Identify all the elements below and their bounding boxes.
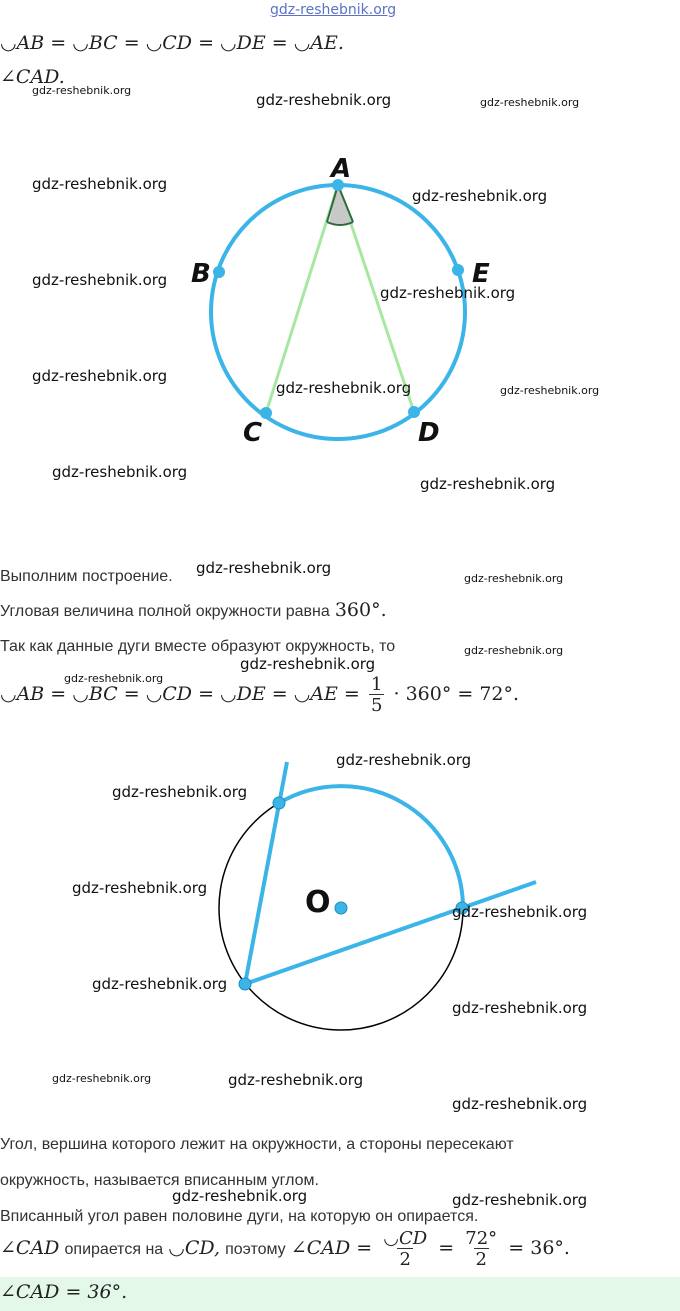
watermark: gdz-reshebnik.org bbox=[64, 672, 164, 685]
label-c: C bbox=[243, 418, 263, 448]
full-circle-value: 360°. bbox=[334, 599, 387, 621]
watermark: gdz-reshebnik.org bbox=[452, 999, 588, 1017]
paragraph-definition-line2: окружность, называется вписанным углом. bbox=[0, 1172, 319, 1189]
top-watermark-link[interactable]: gdz-reshebnik.org bbox=[270, 2, 397, 18]
paragraph-inscribed-angle-rule: Вписанный угол равен половине дуги, на которую он опирается. bbox=[0, 1208, 479, 1225]
formula-lhs: ◡AB = ◡BC = ◡CD = ◡DE = ◡AE = bbox=[0, 683, 360, 705]
fraction-arc-half bbox=[381, 1230, 429, 1269]
equals-sign: = bbox=[438, 1237, 455, 1259]
formula-result: = 36°. bbox=[508, 1237, 570, 1259]
watermark: gdz-reshebnik.org bbox=[336, 751, 472, 769]
paragraph-construction: Выполним построение. bbox=[0, 568, 173, 585]
label-e: E bbox=[472, 259, 490, 289]
watermark: gdz-reshebnik.org bbox=[500, 384, 600, 397]
final-answer: ∠CAD = 36°. bbox=[0, 1281, 128, 1303]
watermark: gdz-reshebnik.org bbox=[32, 271, 168, 289]
watermark: gdz-reshebnik.org bbox=[52, 463, 188, 481]
watermark: gdz-reshebnik.org bbox=[256, 91, 392, 109]
point-b bbox=[213, 266, 225, 278]
paragraph-arcs-form-circle: Так как данные дуги вместе образуют окружность, то bbox=[0, 638, 396, 655]
arc-cd: ◡CD, bbox=[168, 1237, 220, 1259]
fraction-72-half bbox=[463, 1230, 499, 1269]
watermark: gdz-reshebnik.org bbox=[480, 96, 580, 109]
arcs-equality-statement: ◡AB = ◡BC = ◡CD = ◡DE = ◡AE. bbox=[0, 32, 344, 54]
watermark: gdz-reshebnik.org bbox=[464, 644, 564, 657]
fraction-one-fifth bbox=[369, 676, 384, 715]
fraction-numerator: ◡CD bbox=[383, 1228, 428, 1249]
watermark: gdz-reshebnik.org bbox=[32, 84, 132, 97]
formula-rhs: · 360° = 72°. bbox=[393, 683, 520, 705]
watermark: gdz-reshebnik.org bbox=[380, 284, 516, 302]
point-d bbox=[408, 406, 420, 418]
formula-text-therefore: поэтому bbox=[225, 1241, 286, 1258]
angle-side-two bbox=[245, 882, 536, 984]
paragraph-definition-line1: Угол, вершина которого лежит на окружности, а стороны пересекают bbox=[0, 1136, 514, 1153]
watermark: gdz-reshebnik.org bbox=[196, 559, 332, 577]
center-label: O bbox=[305, 885, 331, 920]
fraction-denominator: 5 bbox=[370, 695, 383, 716]
watermark: gdz-reshebnik.org bbox=[452, 903, 588, 921]
formula-angle-cad bbox=[0, 1230, 570, 1269]
fraction-denominator: 2 bbox=[399, 1249, 411, 1270]
watermark: gdz-reshebnik.org bbox=[32, 175, 168, 193]
watermark: gdz-reshebnik.org bbox=[464, 572, 564, 585]
watermark: gdz-reshebnik.org bbox=[452, 1095, 588, 1113]
watermark: gdz-reshebnik.org bbox=[452, 1191, 588, 1209]
angle-cad-equals: ∠CAD = bbox=[290, 1237, 373, 1259]
formula-text-rests-on: опирается на bbox=[64, 1241, 164, 1258]
watermark: gdz-reshebnik.org bbox=[32, 367, 168, 385]
watermark: gdz-reshebnik.org bbox=[92, 975, 228, 993]
label-d: D bbox=[418, 418, 440, 448]
watermark: gdz-reshebnik.org bbox=[412, 187, 548, 205]
watermark: gdz-reshebnik.org bbox=[228, 1071, 364, 1089]
angle-question: ∠CAD. bbox=[0, 66, 65, 88]
fraction-denominator: 2 bbox=[475, 1249, 487, 1270]
watermark: gdz-reshebnik.org bbox=[112, 783, 248, 801]
watermark: gdz-reshebnik.org bbox=[52, 1072, 152, 1085]
watermark: gdz-reshebnik.org bbox=[172, 1187, 308, 1205]
watermark: gdz-reshebnik.org bbox=[276, 379, 412, 397]
watermark: gdz-reshebnik.org bbox=[240, 655, 376, 673]
angle-cad: ∠CAD bbox=[0, 1237, 60, 1259]
watermark: gdz-reshebnik.org bbox=[420, 475, 556, 493]
intersection-point-top bbox=[273, 797, 285, 809]
paragraph-full-circle bbox=[0, 599, 387, 621]
full-circle-text: Угловая величина полной окружности равна bbox=[0, 603, 330, 620]
fraction-numerator: 72° bbox=[465, 1228, 498, 1249]
formula-arc-values bbox=[0, 676, 519, 715]
label-b: B bbox=[191, 259, 211, 289]
label-a: A bbox=[331, 154, 352, 184]
center-point bbox=[335, 902, 347, 914]
fraction-numerator: 1 bbox=[370, 674, 383, 695]
vertex-point bbox=[239, 978, 251, 990]
watermark: gdz-reshebnik.org bbox=[72, 879, 208, 897]
point-e bbox=[452, 264, 464, 276]
angle-side-one bbox=[245, 762, 287, 984]
